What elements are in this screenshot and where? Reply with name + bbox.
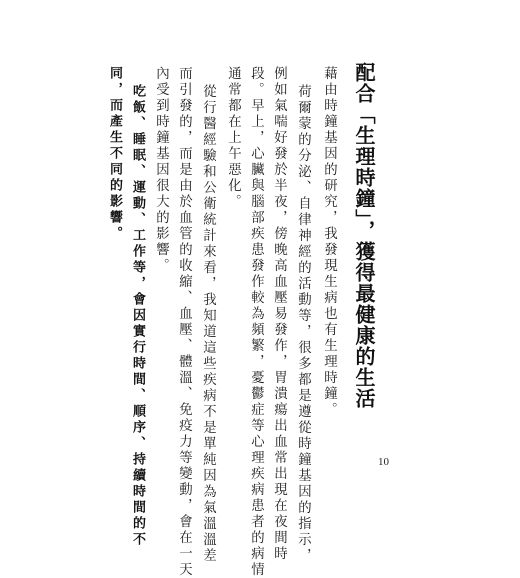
body-line-3: 例如氣喘好發於半夜，傍晚高血壓易發作，胃潰瘍出血常出現在夜間時 (271, 66, 287, 562)
body-line-4: 段。早上，心臟與腦部疾患發作較為頻繁，憂鬱症等心理疾病患者的病情 (248, 66, 264, 578)
body-line-1: 藉由時鐘基因的研究，我發現生病也有生理時鐘。 (321, 66, 337, 418)
section-heading: 配合「生理時鐘」，獲得最健康的生活 (352, 62, 376, 409)
page-number: 10 (378, 456, 389, 468)
emphasis-line-2: 同，而產生不同的影響。 (107, 66, 122, 242)
body-line-6: 從行醫經驗和公衛統計來看，我知道這些疾病不是單純因為氣溫溫差 (200, 84, 216, 564)
body-line-8: 內受到時鐘基因很大的影響。 (153, 66, 169, 274)
body-line-7: 而引發的，而是由於血管的收縮、血壓、體溫、免疫力等變動，會在一天 (176, 66, 192, 578)
body-line-2: 荷爾蒙的分泌、自律神經的活動等，很多都是遵從時鐘基因的指示， (295, 84, 311, 564)
emphasis-line-1: 吃飯、睡眠、運動、工作等，會因實行時間、順序、持續時間的不 (130, 84, 145, 548)
body-line-5: 通常都在上午惡化。 (225, 66, 241, 210)
